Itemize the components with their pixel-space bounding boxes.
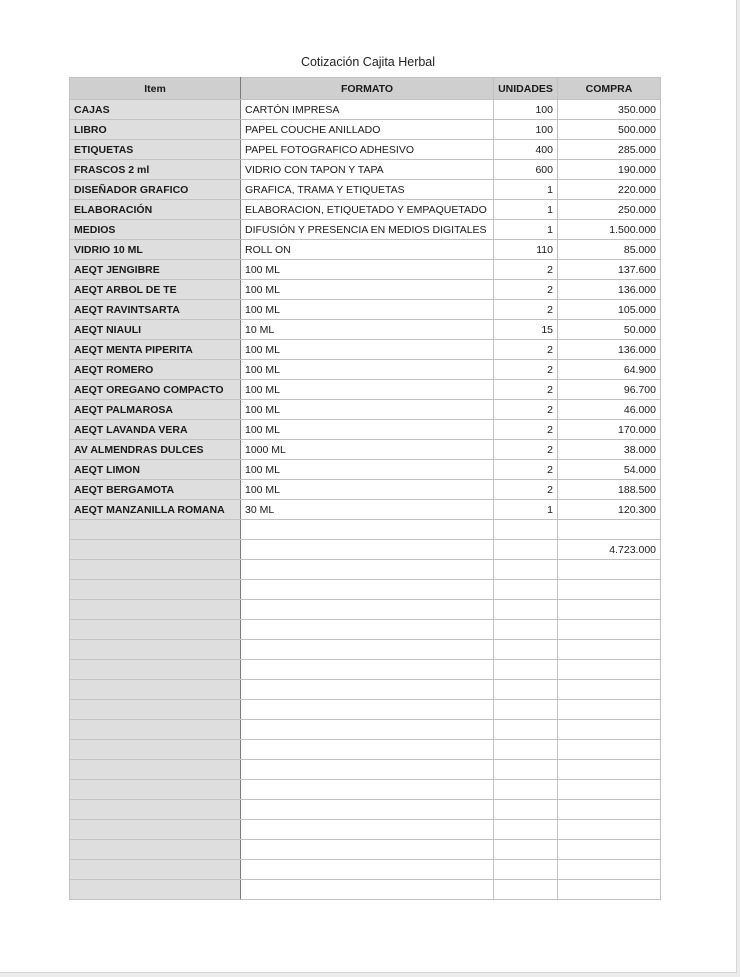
cell-item[interactable] [70, 640, 241, 660]
header-row [70, 78, 661, 100]
cell-formato[interactable] [241, 740, 494, 760]
cell-unidades[interactable] [494, 560, 558, 580]
cell-unidades[interactable]: 2 [494, 440, 558, 460]
cell-unidades[interactable]: 1 [494, 220, 558, 240]
cell-formato[interactable]: 100 ML [241, 280, 494, 300]
cell-compra[interactable]: 4.723.000 [558, 540, 661, 560]
cell-compra[interactable] [558, 560, 661, 580]
cell-item[interactable]: AEQT LAVANDA VERA [70, 420, 241, 440]
cell-formato[interactable]: 100 ML [241, 300, 494, 320]
cell-formato[interactable]: 100 ML [241, 400, 494, 420]
cell-item[interactable]: AEQT ARBOL DE TE [70, 280, 241, 300]
cell-compra[interactable]: 190.000 [558, 160, 661, 180]
table-row [70, 800, 661, 820]
table-row [70, 300, 661, 320]
cell-item[interactable] [70, 760, 241, 780]
cell-item[interactable] [70, 860, 241, 880]
quote-table [69, 77, 661, 900]
header-formato[interactable]: FORMATO [241, 78, 494, 100]
cell-unidades[interactable]: 2 [494, 420, 558, 440]
cell-item[interactable]: DISEÑADOR GRAFICO [70, 180, 241, 200]
cell-compra[interactable] [558, 680, 661, 700]
table-row [70, 220, 661, 240]
cell-compra[interactable]: 136.000 [558, 280, 661, 300]
table-row [70, 580, 661, 600]
cell-formato[interactable] [241, 620, 494, 640]
cell-compra[interactable]: 50.000 [558, 320, 661, 340]
cell-unidades[interactable] [494, 860, 558, 880]
cell-formato[interactable] [241, 580, 494, 600]
table-row [70, 480, 661, 500]
table-row [70, 260, 661, 280]
table-row [70, 460, 661, 480]
cell-item[interactable]: LIBRO [70, 120, 241, 140]
cell-item[interactable] [70, 700, 241, 720]
cell-unidades[interactable]: 2 [494, 300, 558, 320]
cell-unidades[interactable] [494, 840, 558, 860]
cell-unidades[interactable] [494, 520, 558, 540]
cell-unidades[interactable]: 100 [494, 100, 558, 120]
cell-item[interactable] [70, 780, 241, 800]
cell-formato[interactable] [241, 700, 494, 720]
cell-compra[interactable]: 120.300 [558, 500, 661, 520]
cell-item[interactable]: AEQT PALMAROSA [70, 400, 241, 420]
cell-unidades[interactable]: 2 [494, 340, 558, 360]
cell-formato[interactable]: 100 ML [241, 360, 494, 380]
cell-formato[interactable] [241, 720, 494, 740]
cell-compra[interactable]: 64.900 [558, 360, 661, 380]
cell-item[interactable]: ELABORACIÓN [70, 200, 241, 220]
cell-compra[interactable]: 220.000 [558, 180, 661, 200]
cell-formato[interactable] [241, 680, 494, 700]
cell-compra[interactable]: 170.000 [558, 420, 661, 440]
cell-unidades[interactable] [494, 680, 558, 700]
cell-formato[interactable]: 100 ML [241, 380, 494, 400]
cell-compra[interactable] [558, 640, 661, 660]
table-row [70, 760, 661, 780]
cell-unidades[interactable] [494, 540, 558, 560]
cell-compra[interactable]: 1.500.000 [558, 220, 661, 240]
cell-compra[interactable]: 350.000 [558, 100, 661, 120]
cell-item[interactable]: AEQT BERGAMOTA [70, 480, 241, 500]
table-row [70, 520, 661, 540]
cell-unidades[interactable]: 2 [494, 400, 558, 420]
cell-unidades[interactable]: 400 [494, 140, 558, 160]
cell-compra[interactable]: 137.600 [558, 260, 661, 280]
cell-unidades[interactable] [494, 740, 558, 760]
cell-formato[interactable]: PAPEL FOTOGRAFICO ADHESIVO [241, 140, 494, 160]
table-row [70, 840, 661, 860]
cell-compra[interactable] [558, 600, 661, 620]
cell-item[interactable] [70, 620, 241, 640]
cell-compra[interactable]: 54.000 [558, 460, 661, 480]
cell-compra[interactable]: 285.000 [558, 140, 661, 160]
cell-item[interactable] [70, 600, 241, 620]
cell-unidades[interactable]: 2 [494, 360, 558, 380]
cell-compra[interactable] [558, 520, 661, 540]
cell-formato[interactable]: 100 ML [241, 340, 494, 360]
cell-unidades[interactable] [494, 700, 558, 720]
cell-item[interactable] [70, 540, 241, 560]
cell-formato[interactable] [241, 840, 494, 860]
table-row [70, 720, 661, 740]
cell-item[interactable] [70, 680, 241, 700]
table-row [70, 400, 661, 420]
cell-compra[interactable]: 46.000 [558, 400, 661, 420]
cell-unidades[interactable] [494, 820, 558, 840]
cell-compra[interactable]: 250.000 [558, 200, 661, 220]
cell-unidades[interactable] [494, 600, 558, 620]
cell-item[interactable] [70, 820, 241, 840]
cell-item[interactable]: MEDIOS [70, 220, 241, 240]
cell-item[interactable]: AEQT JENGIBRE [70, 260, 241, 280]
cell-item[interactable] [70, 560, 241, 580]
table-row [70, 560, 661, 580]
cell-item[interactable] [70, 720, 241, 740]
cell-formato[interactable]: DIFUSIÓN Y PRESENCIA EN MEDIOS DIGITALES [241, 220, 494, 240]
table-row [70, 860, 661, 880]
cell-compra[interactable] [558, 700, 661, 720]
cell-formato[interactable] [241, 760, 494, 780]
table-row [70, 820, 661, 840]
cell-item[interactable] [70, 800, 241, 820]
cell-unidades[interactable]: 2 [494, 460, 558, 480]
cell-item[interactable] [70, 660, 241, 680]
cell-compra[interactable] [558, 720, 661, 740]
cell-unidades[interactable]: 2 [494, 260, 558, 280]
cell-compra[interactable] [558, 800, 661, 820]
cell-formato[interactable]: 100 ML [241, 480, 494, 500]
table-row [70, 500, 661, 520]
table-row [70, 660, 661, 680]
table-row [70, 540, 661, 560]
table-row [70, 440, 661, 460]
cell-formato[interactable]: 10 ML [241, 320, 494, 340]
cell-compra[interactable] [558, 660, 661, 680]
cell-compra[interactable]: 38.000 [558, 440, 661, 460]
cell-compra[interactable]: 500.000 [558, 120, 661, 140]
cell-compra[interactable] [558, 860, 661, 880]
table-row [70, 420, 661, 440]
cell-formato[interactable]: 30 ML [241, 500, 494, 520]
cell-compra[interactable] [558, 820, 661, 840]
cell-item[interactable] [70, 840, 241, 860]
table-row [70, 340, 661, 360]
cell-compra[interactable]: 188.500 [558, 480, 661, 500]
cell-item[interactable] [70, 580, 241, 600]
cell-unidades[interactable]: 2 [494, 380, 558, 400]
cell-item[interactable]: AEQT RAVINTSARTA [70, 300, 241, 320]
cell-formato[interactable] [241, 860, 494, 880]
cell-formato[interactable]: VIDRIO CON TAPON Y TAPA [241, 160, 494, 180]
cell-unidades[interactable] [494, 640, 558, 660]
cell-item[interactable]: CAJAS [70, 100, 241, 120]
cell-item[interactable] [70, 880, 241, 900]
cell-compra[interactable]: 136.000 [558, 340, 661, 360]
cell-compra[interactable] [558, 580, 661, 600]
cell-item[interactable] [70, 740, 241, 760]
header-compra[interactable]: COMPRA [558, 78, 661, 100]
cell-compra[interactable] [558, 760, 661, 780]
table-row [70, 700, 661, 720]
cell-formato[interactable] [241, 660, 494, 680]
cell-formato[interactable]: 100 ML [241, 420, 494, 440]
cell-formato[interactable]: PAPEL COUCHE ANILLADO [241, 120, 494, 140]
cell-compra[interactable] [558, 620, 661, 640]
table-row [70, 120, 661, 140]
cell-item[interactable]: AEQT MENTA PIPERITA [70, 340, 241, 360]
cell-compra[interactable]: 85.000 [558, 240, 661, 260]
cell-unidades[interactable] [494, 780, 558, 800]
cell-unidades[interactable]: 15 [494, 320, 558, 340]
table-row [70, 200, 661, 220]
table-row [70, 640, 661, 660]
cell-compra[interactable] [558, 840, 661, 860]
cell-compra[interactable] [558, 740, 661, 760]
table-row [70, 280, 661, 300]
cell-item[interactable]: AEQT MANZANILLA ROMANA [70, 500, 241, 520]
cell-unidades[interactable] [494, 620, 558, 640]
table-row [70, 780, 661, 800]
header-unidades[interactable]: UNIDADES [494, 78, 558, 100]
cell-unidades[interactable]: 1 [494, 200, 558, 220]
cell-formato[interactable] [241, 600, 494, 620]
table-row [70, 620, 661, 640]
cell-item[interactable]: FRASCOS 2 ml [70, 160, 241, 180]
cell-formato[interactable] [241, 640, 494, 660]
table-row [70, 740, 661, 760]
table-row [70, 880, 661, 900]
cell-formato[interactable] [241, 560, 494, 580]
table-row [70, 100, 661, 120]
table-row [70, 140, 661, 160]
table-row [70, 240, 661, 260]
cell-item[interactable]: AV ALMENDRAS DULCES [70, 440, 241, 460]
cell-unidades[interactable] [494, 880, 558, 900]
cell-item[interactable]: ETIQUETAS [70, 140, 241, 160]
cell-formato[interactable]: ROLL ON [241, 240, 494, 260]
table-row [70, 600, 661, 620]
cell-formato[interactable]: 1000 ML [241, 440, 494, 460]
cell-unidades[interactable]: 100 [494, 120, 558, 140]
cell-formato[interactable]: 100 ML [241, 460, 494, 480]
cell-unidades[interactable]: 110 [494, 240, 558, 260]
cell-formato[interactable] [241, 880, 494, 900]
table-row [70, 320, 661, 340]
cell-formato[interactable] [241, 800, 494, 820]
cell-formato[interactable]: CARTÓN IMPRESA [241, 100, 494, 120]
table-row [70, 160, 661, 180]
table-row [70, 380, 661, 400]
cell-formato[interactable] [241, 820, 494, 840]
cell-formato[interactable]: 100 ML [241, 260, 494, 280]
sheet-title: Cotización Cajita Herbal [300, 55, 436, 69]
cell-unidades[interactable]: 1 [494, 180, 558, 200]
cell-unidades[interactable]: 1 [494, 500, 558, 520]
cell-item[interactable]: VIDRIO 10 ML [70, 240, 241, 260]
cell-item[interactable]: AEQT LIMON [70, 460, 241, 480]
cell-unidades[interactable]: 600 [494, 160, 558, 180]
cell-formato[interactable]: GRAFICA, TRAMA Y ETIQUETAS [241, 180, 494, 200]
header-item[interactable]: Item [70, 78, 241, 100]
table-row [70, 360, 661, 380]
cell-item[interactable]: AEQT OREGANO COMPACTO [70, 380, 241, 400]
cell-compra[interactable] [558, 880, 661, 900]
cell-formato[interactable]: ELABORACION, ETIQUETADO Y EMPAQUETADO [241, 200, 494, 220]
cell-item[interactable] [70, 520, 241, 540]
cell-formato[interactable] [241, 520, 494, 540]
cell-unidades[interactable] [494, 720, 558, 740]
cell-compra[interactable] [558, 780, 661, 800]
cell-item[interactable]: AEQT NIAULI [70, 320, 241, 340]
cell-item[interactable]: AEQT ROMERO [70, 360, 241, 380]
table-row [70, 680, 661, 700]
cell-unidades[interactable] [494, 660, 558, 680]
cell-unidades[interactable]: 2 [494, 480, 558, 500]
cell-formato[interactable] [241, 540, 494, 560]
cell-unidades[interactable] [494, 800, 558, 820]
cell-compra[interactable]: 105.000 [558, 300, 661, 320]
cell-unidades[interactable] [494, 580, 558, 600]
cell-unidades[interactable] [494, 760, 558, 780]
cell-formato[interactable] [241, 780, 494, 800]
table-row [70, 180, 661, 200]
cell-unidades[interactable]: 2 [494, 280, 558, 300]
cell-compra[interactable]: 96.700 [558, 380, 661, 400]
